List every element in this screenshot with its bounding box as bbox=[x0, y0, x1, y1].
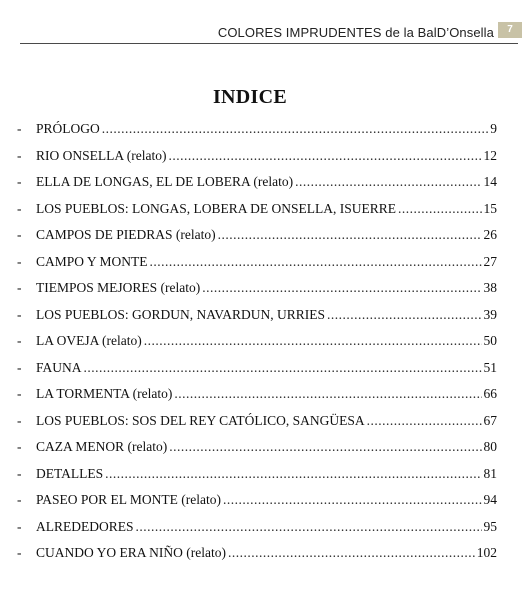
toc-entry-label: CAMPOS DE PIEDRAS (relato) bbox=[36, 227, 216, 242]
toc-entry bbox=[17, 492, 497, 519]
toc-entry bbox=[17, 413, 497, 440]
toc-dash: - bbox=[17, 359, 22, 375]
toc-dash: - bbox=[17, 386, 22, 401]
toc-entry-label: CAMPO Y MONTE bbox=[36, 253, 148, 269]
toc-dash: - bbox=[17, 280, 22, 295]
toc-entry-label: LOS PUEBLOS: SOS DEL REY CATÓLICO, SANGÜESA bbox=[36, 412, 365, 428]
running-header-title: COLORES IMPRUDENTES de la BalD’Onsella bbox=[217, 24, 494, 40]
toc-entry bbox=[17, 545, 497, 572]
toc-dash: - bbox=[17, 439, 22, 454]
toc-entry-label: DETALLES bbox=[36, 465, 104, 481]
toc-dot-leader bbox=[168, 148, 481, 164]
toc-entry-page: 27 bbox=[483, 253, 497, 269]
toc-dot-leader bbox=[218, 227, 482, 243]
toc-entry-label: ALREDEDORES bbox=[36, 518, 134, 534]
toc-dot-leader bbox=[144, 333, 482, 349]
toc-entry bbox=[17, 280, 497, 307]
toc-entry bbox=[17, 254, 497, 281]
toc-entry-label: TIEMPOS MEJORES (relato) bbox=[36, 280, 201, 295]
toc-dash: - bbox=[17, 492, 22, 507]
toc-dot-leader bbox=[327, 307, 481, 323]
toc-dash: - bbox=[17, 306, 22, 322]
toc-dot-leader bbox=[174, 386, 481, 402]
toc-dash: - bbox=[17, 333, 22, 348]
toc-entry-label: LA OVEJA (relato) bbox=[36, 333, 142, 348]
toc-entry-page: 9 bbox=[490, 121, 497, 136]
toc-dash: - bbox=[17, 121, 22, 136]
toc-entry-page: 14 bbox=[483, 174, 497, 189]
toc-entry-page: 102 bbox=[476, 545, 497, 560]
toc-dot-leader bbox=[102, 121, 488, 137]
toc-entry bbox=[17, 439, 497, 466]
toc-entry-page: 51 bbox=[483, 359, 497, 375]
toc-entry bbox=[17, 307, 497, 334]
toc-dot-leader bbox=[169, 439, 481, 455]
toc-entry bbox=[17, 333, 497, 360]
toc-dash: - bbox=[17, 465, 22, 481]
toc-entry-page: 15 bbox=[483, 200, 497, 216]
toc-entry-page: 66 bbox=[483, 386, 497, 401]
toc-entry bbox=[17, 201, 497, 228]
toc-entry-page: 94 bbox=[483, 492, 497, 507]
toc-entry-label: FAUNA bbox=[36, 359, 82, 375]
toc-entry bbox=[17, 360, 497, 387]
toc-entry-label: CUANDO YO ERA NIÑO (relato) bbox=[36, 545, 226, 560]
index-title: INDICE bbox=[212, 86, 288, 108]
toc-entry-label: LOS PUEBLOS: GORDUN, NAVARDUN, URRIES bbox=[36, 306, 326, 322]
toc-entry-page: 26 bbox=[483, 227, 497, 242]
toc-dot-leader bbox=[150, 254, 482, 270]
running-header bbox=[218, 22, 522, 42]
toc-dash: - bbox=[17, 147, 22, 163]
toc-dash: - bbox=[17, 200, 22, 216]
toc-dash: - bbox=[17, 174, 22, 189]
toc-entry-page: 80 bbox=[483, 439, 497, 454]
toc-dot-leader bbox=[84, 360, 482, 376]
toc-entry-page: 38 bbox=[483, 280, 497, 295]
toc-entry bbox=[17, 386, 497, 413]
toc-entry-page: 81 bbox=[483, 465, 497, 481]
toc-entry-label: RIO ONSELLA (relato) bbox=[36, 147, 167, 163]
toc-entry-label: ELLA DE LONGAS, EL DE LOBERA (relato) bbox=[36, 174, 294, 189]
toc-entry bbox=[17, 466, 497, 493]
toc-entry-page: 95 bbox=[483, 518, 497, 534]
toc-dot-leader bbox=[105, 466, 481, 482]
toc-entry bbox=[17, 519, 497, 546]
toc-dot-leader bbox=[223, 492, 482, 508]
toc-dash: - bbox=[17, 518, 22, 534]
toc-dash: - bbox=[17, 227, 22, 242]
toc-dot-leader bbox=[367, 413, 482, 429]
toc-entry bbox=[17, 227, 497, 254]
toc-entry-page: 12 bbox=[483, 147, 497, 163]
table-of-contents bbox=[17, 121, 497, 572]
toc-dash: - bbox=[17, 545, 22, 560]
header-divider bbox=[20, 43, 518, 44]
toc-entry bbox=[17, 148, 497, 175]
toc-dot-leader bbox=[398, 201, 481, 217]
toc-dot-leader bbox=[295, 174, 481, 190]
toc-entry-label: PASEO POR EL MONTE (relato) bbox=[36, 492, 221, 507]
toc-entry-label: PRÓLOGO bbox=[36, 121, 100, 136]
toc-dot-leader bbox=[202, 280, 481, 296]
toc-entry bbox=[17, 174, 497, 201]
toc-entry-page: 50 bbox=[483, 333, 497, 348]
page-number-badge: 7 bbox=[498, 22, 522, 38]
toc-entry-label: CAZA MENOR (relato) bbox=[36, 439, 168, 454]
toc-dot-leader bbox=[228, 545, 475, 561]
toc-dot-leader bbox=[136, 519, 482, 535]
toc-entry bbox=[17, 121, 497, 148]
toc-dash: - bbox=[17, 412, 22, 428]
toc-dash: - bbox=[17, 253, 22, 269]
toc-entry-label: LA TORMENTA (relato) bbox=[36, 386, 173, 401]
toc-entry-page: 39 bbox=[483, 306, 497, 322]
toc-entry-label: LOS PUEBLOS: LONGAS, LOBERA DE ONSELLA, ISUERRE bbox=[36, 200, 397, 216]
toc-entry-page: 67 bbox=[483, 412, 497, 428]
